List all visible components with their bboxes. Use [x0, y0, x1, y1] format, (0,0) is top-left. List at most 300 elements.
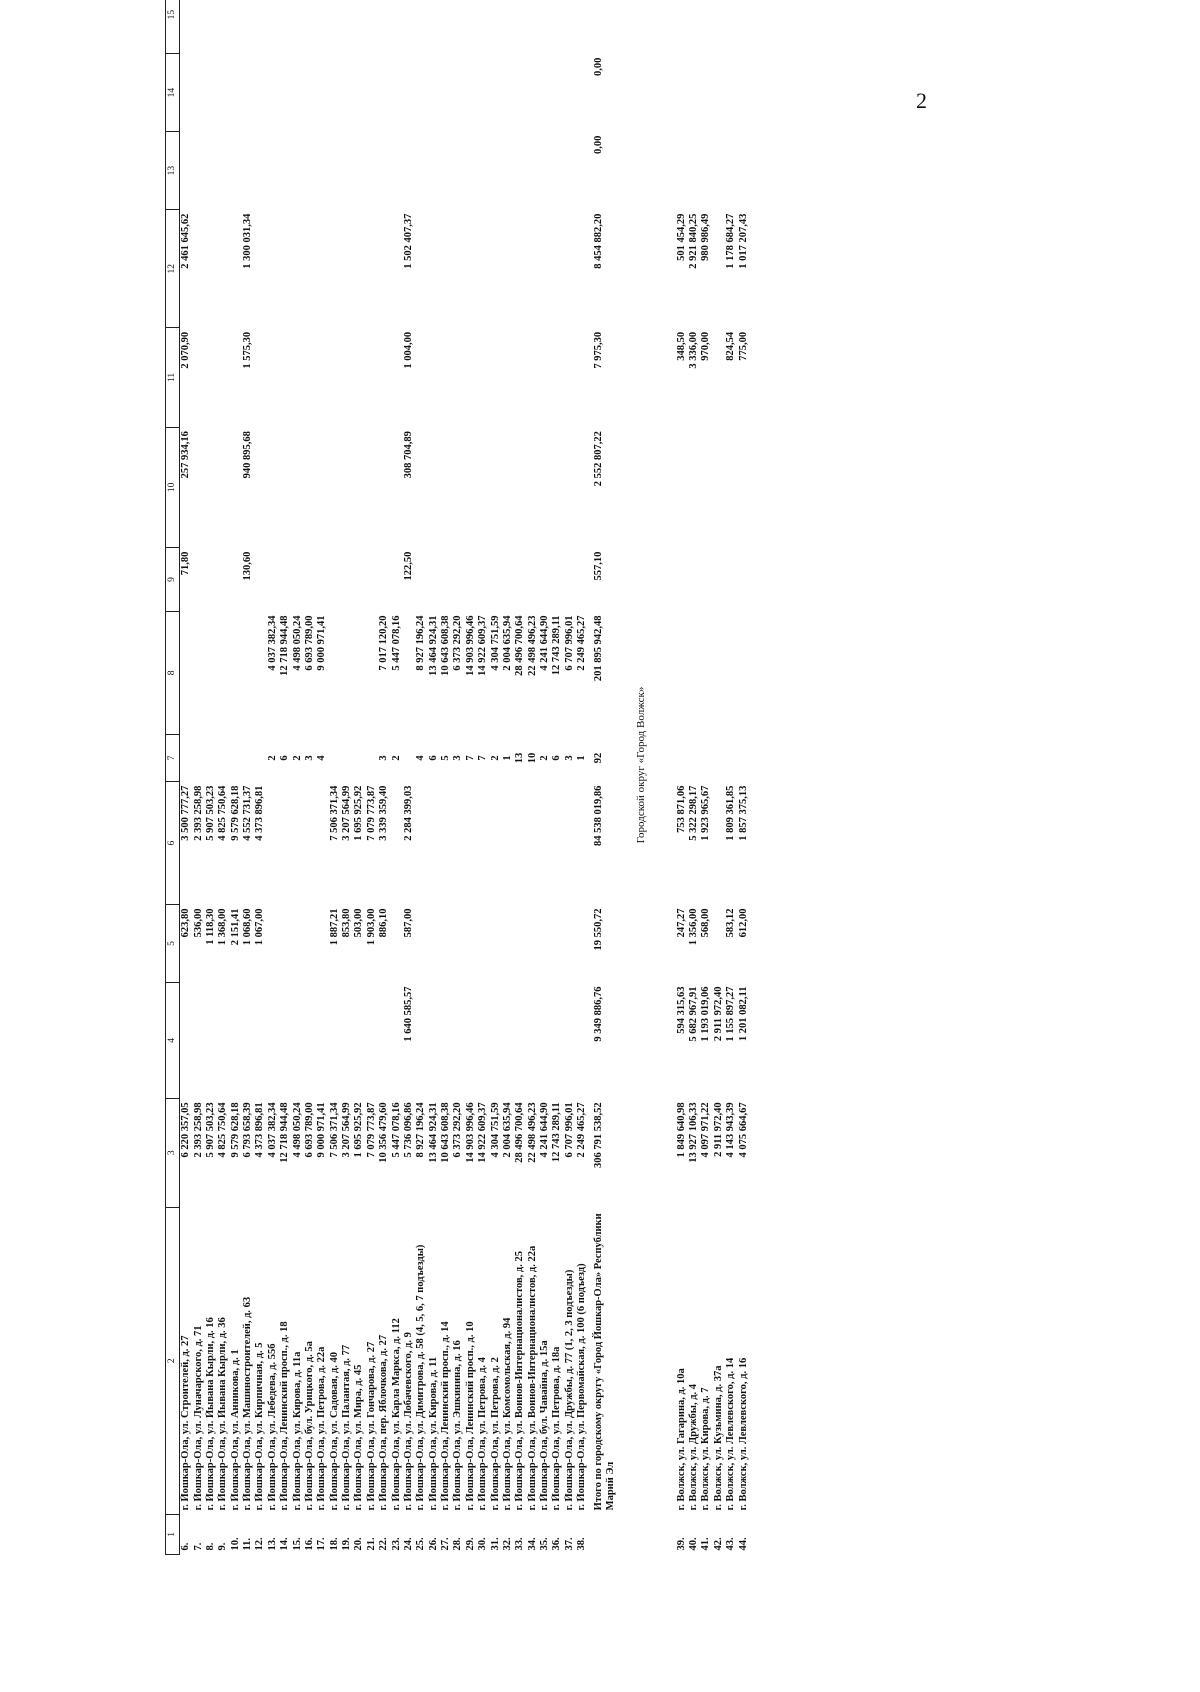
row-number: 29. — [464, 1537, 476, 1551]
value-cell — [316, 782, 328, 905]
value-cell — [539, 548, 551, 612]
value-cell: 0,00 — [592, 135, 604, 154]
address-cell: г. Йошкар-Ола, ул. Гончарова, д. 27 — [365, 1341, 377, 1511]
row-number: 44. — [737, 1537, 749, 1551]
value-cell: 14 922 609,37 — [477, 1102, 489, 1163]
table-row — [490, 0, 502, 1555]
value-cell — [353, 132, 365, 210]
value-cell — [477, 328, 489, 427]
value-cell: 568,00 — [700, 908, 712, 938]
value-cell: 308 704,89 — [402, 431, 414, 479]
value-cell: 2 — [539, 755, 551, 761]
value-cell — [304, 54, 316, 132]
address-cell: г. Йошкар-Ола, бул. Чавайна, д. 15а — [539, 1340, 551, 1511]
value-cell — [477, 983, 489, 1099]
row-number: 15. — [291, 1537, 303, 1551]
column-header: 15 — [166, 0, 180, 54]
value-cell — [465, 54, 477, 132]
value-cell — [329, 611, 341, 734]
value-cell: 10 — [526, 752, 538, 764]
value-cell — [527, 0, 539, 54]
value-cell — [391, 983, 403, 1099]
address-cell: г. Йошкар-Ола, ул. Воинов-Интернационалистов, д. 22а — [526, 1245, 538, 1511]
column-header: 8 — [166, 611, 180, 734]
value-cell: 9 000 971,41 — [316, 615, 328, 671]
value-cell — [279, 0, 291, 54]
value-cell — [316, 54, 328, 132]
value-cell — [267, 0, 279, 54]
value-cell — [713, 548, 725, 612]
value-cell — [676, 611, 688, 734]
value-cell — [292, 782, 304, 905]
column-header: 5 — [166, 905, 180, 983]
value-cell — [738, 427, 750, 548]
value-cell — [502, 427, 514, 548]
value-cell — [353, 734, 365, 781]
value-cell — [329, 983, 341, 1099]
value-cell — [267, 548, 279, 612]
table-body — [180, 0, 750, 1555]
address-cell: г. Волжск, ул. Кирова, д. 7 — [700, 1387, 712, 1511]
address-cell: г. Йошкар-Ола, ул. Машиностроителей, д. 63 — [242, 1296, 254, 1511]
value-cell — [514, 210, 526, 328]
row-number: 6. — [180, 1542, 192, 1551]
value-cell — [329, 427, 341, 548]
table-row — [353, 0, 365, 1555]
value-cell — [502, 54, 514, 132]
value-cell: 775,00 — [737, 331, 749, 361]
value-cell — [217, 548, 229, 612]
value-cell — [217, 54, 229, 132]
value-cell — [230, 427, 242, 548]
value-cell — [465, 0, 477, 54]
value-cell — [502, 983, 514, 1099]
total-row — [589, 0, 629, 1555]
value-cell: 10 356 479,60 — [378, 1102, 390, 1163]
value-cell: 5 447 078,16 — [390, 1102, 402, 1158]
table-row — [180, 0, 193, 1555]
value-cell — [242, 0, 254, 54]
value-cell: 5 682 967,91 — [688, 986, 700, 1042]
value-cell: 4 498 050,24 — [291, 1102, 303, 1158]
value-cell — [316, 0, 328, 54]
value-cell — [230, 328, 242, 427]
value-cell — [230, 54, 242, 132]
value-cell: 247,27 — [675, 908, 687, 938]
address-cell: г. Йошкар-Ола, ул. Мира, д. 45 — [353, 1364, 365, 1511]
value-cell — [527, 427, 539, 548]
value-cell — [428, 210, 440, 328]
address-cell: г. Волжск, ул. Дружбы, д. 4 — [688, 1383, 700, 1511]
value-cell: 1 575,30 — [242, 331, 254, 369]
value-cell — [502, 132, 514, 210]
value-cell — [713, 905, 725, 983]
value-cell: 4 075 664,67 — [737, 1102, 749, 1158]
value-cell — [676, 0, 688, 54]
address-cell: г. Волжск, ул. Гагарина, д. 10а — [675, 1368, 687, 1511]
value-cell — [415, 328, 427, 427]
value-cell: 306 791 538,52 — [592, 1102, 604, 1168]
value-cell — [267, 905, 279, 983]
table-row — [688, 0, 700, 1555]
value-cell: 753 871,06 — [675, 785, 687, 833]
value-cell — [688, 611, 700, 734]
value-cell — [713, 611, 725, 734]
column-header: 14 — [166, 54, 180, 132]
value-cell — [292, 210, 304, 328]
value-cell — [254, 328, 266, 427]
value-cell: 1 118,30 — [204, 908, 216, 945]
value-cell — [713, 54, 725, 132]
value-cell: 6 693 789,00 — [303, 1102, 315, 1158]
value-cell — [539, 54, 551, 132]
value-cell: 853,80 — [341, 908, 353, 938]
value-cell: 2 — [291, 755, 303, 761]
value-cell: 536,00 — [192, 908, 204, 938]
value-cell — [378, 0, 390, 54]
value-cell: 5 322 298,17 — [688, 785, 700, 841]
value-cell: 886,10 — [378, 908, 390, 938]
value-cell — [304, 427, 316, 548]
value-cell — [551, 983, 563, 1099]
table-row — [205, 0, 217, 1555]
value-cell — [688, 548, 700, 612]
value-cell — [341, 548, 353, 612]
value-cell: 2 004 635,94 — [501, 615, 513, 671]
value-cell — [292, 54, 304, 132]
table-row — [527, 0, 539, 1555]
value-cell: 2 911 972,40 — [712, 1102, 724, 1157]
value-cell — [477, 54, 489, 132]
table-row — [316, 0, 328, 1555]
address-cell: г. Йошкар-Ола, ул. Петрова, д. 22а — [316, 1346, 328, 1511]
value-cell — [230, 983, 242, 1099]
value-cell — [477, 0, 489, 54]
value-cell — [688, 734, 700, 781]
value-cell: 594 315,63 — [675, 986, 687, 1034]
value-cell — [564, 132, 576, 210]
value-cell — [452, 54, 464, 132]
value-cell: 9 579 628,18 — [229, 1102, 241, 1158]
value-cell: 7 506 371,34 — [328, 785, 340, 841]
address-cell: г. Йошкар-Ола, ул. Петрова, д. 18а — [551, 1346, 563, 1511]
address-cell: г. Волжск, ул. Левлевского, д. 16 — [737, 1357, 749, 1511]
value-cell — [700, 132, 712, 210]
value-cell — [539, 0, 551, 54]
value-cell — [193, 548, 205, 612]
value-cell: 9 000 971,41 — [316, 1102, 328, 1158]
value-cell — [465, 782, 477, 905]
value-cell — [477, 905, 489, 983]
value-cell — [254, 0, 266, 54]
value-cell — [465, 983, 477, 1099]
value-cell — [564, 427, 576, 548]
value-cell — [403, 734, 415, 781]
value-cell — [490, 427, 502, 548]
value-cell — [366, 210, 378, 328]
value-cell — [564, 548, 576, 612]
value-cell: 3 — [303, 755, 315, 761]
address-cell: г. Йошкар-Ола, ул. Эшкинина, д. 16 — [452, 1340, 464, 1511]
value-cell — [391, 782, 403, 905]
value-cell — [353, 210, 365, 328]
value-cell — [551, 132, 563, 210]
program-table — [165, 0, 750, 1555]
value-cell — [316, 983, 328, 1099]
row-number: 26. — [427, 1537, 439, 1551]
value-cell: 8 454 882,20 — [592, 213, 604, 269]
value-cell: 587,00 — [402, 908, 414, 938]
value-cell: 3 207 564,99 — [341, 785, 353, 841]
value-cell: 4 241 644,90 — [539, 1102, 551, 1158]
value-cell: 7 017 120,20 — [378, 615, 390, 671]
value-cell: 7 975,30 — [592, 331, 604, 369]
value-cell: 7 — [477, 755, 489, 761]
value-cell — [292, 905, 304, 983]
value-cell — [415, 132, 427, 210]
value-cell — [205, 427, 217, 548]
value-cell: 14 922 609,37 — [477, 615, 489, 676]
value-cell — [242, 132, 254, 210]
value-cell — [391, 427, 403, 548]
value-cell: 3 339 359,40 — [378, 785, 390, 841]
value-cell — [353, 0, 365, 54]
value-cell — [316, 427, 328, 548]
value-cell: 1 849 640,98 — [675, 1102, 687, 1158]
value-cell — [415, 983, 427, 1099]
row-number: 20. — [353, 1537, 365, 1551]
value-cell — [428, 0, 440, 54]
value-cell: 2 — [390, 755, 402, 761]
value-cell: 2 911 972,40 — [712, 986, 724, 1042]
value-cell: 4 037 382,34 — [266, 615, 278, 671]
value-cell — [564, 54, 576, 132]
page-number: 2 — [916, 88, 927, 113]
value-cell — [217, 734, 229, 781]
value-cell: 2 — [489, 755, 501, 761]
value-cell — [452, 328, 464, 427]
value-cell — [180, 0, 193, 54]
value-cell — [539, 132, 551, 210]
row-number: 33. — [514, 1537, 526, 1551]
address-cell: г. Йошкар-Ола, ул. Кирова, д. 11 — [427, 1356, 439, 1511]
table-row — [564, 0, 576, 1555]
table-row — [465, 0, 477, 1555]
value-cell — [279, 132, 291, 210]
address-cell: г. Йошкар-Ола, ул. Лебедева, д. 55б — [266, 1343, 278, 1511]
value-cell: 4 825 750,64 — [217, 785, 229, 841]
table-row — [304, 0, 316, 1555]
table-header — [166, 0, 180, 1555]
value-cell — [353, 328, 365, 427]
row-number: 35. — [539, 1537, 551, 1551]
table-row — [329, 0, 341, 1555]
row-number: 8. — [204, 1542, 216, 1551]
value-cell — [279, 54, 291, 132]
address-cell: г. Йошкар-Ола, ул. Петрова, д. 2 — [489, 1357, 501, 1511]
value-cell — [254, 983, 266, 1099]
value-cell: 6 707 996,01 — [563, 615, 575, 671]
row-number: 28. — [452, 1537, 464, 1551]
value-cell — [180, 734, 193, 781]
value-cell: 6 — [427, 755, 439, 761]
value-cell — [551, 427, 563, 548]
value-cell: 6 — [551, 755, 563, 761]
row-number: 27. — [440, 1537, 452, 1551]
rotated-table-container — [165, 0, 1165, 1555]
value-cell: 4 373 896,81 — [254, 785, 266, 841]
value-cell — [353, 611, 365, 734]
value-cell — [391, 54, 403, 132]
value-cell — [551, 54, 563, 132]
table-row — [415, 0, 427, 1555]
value-cell — [688, 0, 700, 54]
value-cell — [490, 548, 502, 612]
value-cell — [254, 210, 266, 328]
value-cell — [700, 54, 712, 132]
value-cell: 1 067,00 — [254, 908, 266, 946]
value-cell — [576, 983, 588, 1099]
value-cell — [403, 132, 415, 210]
table-row — [267, 0, 279, 1555]
value-cell — [539, 983, 551, 1099]
value-cell — [527, 905, 539, 983]
value-cell — [242, 611, 254, 734]
value-cell — [378, 548, 390, 612]
value-cell — [403, 0, 415, 54]
value-cell: 8 927 196,24 — [415, 1102, 427, 1158]
value-cell — [589, 0, 629, 54]
value-cell: 10 643 608,38 — [440, 1102, 452, 1163]
value-cell: 1 368,00 — [217, 908, 229, 946]
value-cell: 22 498 496,23 — [526, 615, 538, 676]
value-cell — [230, 210, 242, 328]
value-cell: 22 498 496,23 — [526, 1102, 538, 1163]
value-cell: 1 004,00 — [402, 331, 414, 369]
value-cell: 824,54 — [725, 331, 737, 361]
table-row — [738, 0, 750, 1555]
value-cell: 557,10 — [592, 551, 604, 581]
value-cell: 583,12 — [725, 908, 737, 938]
value-cell — [316, 548, 328, 612]
value-cell — [254, 548, 266, 612]
value-cell — [452, 427, 464, 548]
value-cell — [366, 611, 378, 734]
value-cell — [428, 905, 440, 983]
value-cell: 28 496 700,64 — [514, 1102, 526, 1163]
value-cell — [440, 548, 452, 612]
row-number: 43. — [725, 1537, 737, 1551]
row-number: 32. — [501, 1537, 513, 1551]
value-cell — [304, 983, 316, 1099]
value-cell — [440, 132, 452, 210]
value-cell — [688, 427, 700, 548]
value-cell — [502, 210, 514, 328]
value-cell — [713, 0, 725, 54]
value-cell — [254, 611, 266, 734]
value-cell: 4 037 382,34 — [266, 1102, 278, 1158]
value-cell: 6 220 357,05 — [180, 1102, 192, 1158]
value-cell — [254, 427, 266, 548]
value-cell — [490, 0, 502, 54]
value-cell — [193, 0, 205, 54]
value-cell — [738, 0, 750, 54]
value-cell — [366, 983, 378, 1099]
value-cell — [527, 132, 539, 210]
value-cell: 84 538 019,86 — [592, 785, 604, 846]
value-cell — [676, 548, 688, 612]
value-cell: 2 249 465,27 — [576, 1102, 588, 1158]
value-cell: 4 825 750,64 — [217, 1102, 229, 1158]
value-cell — [329, 0, 341, 54]
value-cell — [576, 905, 588, 983]
value-cell — [391, 328, 403, 427]
value-cell — [329, 210, 341, 328]
value-cell: 1 193 019,06 — [700, 986, 712, 1042]
value-cell — [378, 132, 390, 210]
row-number: 30. — [477, 1537, 489, 1551]
value-cell: 122,50 — [402, 551, 414, 581]
row-number: 25. — [415, 1537, 427, 1551]
value-cell — [279, 782, 291, 905]
row-number: 38. — [576, 1537, 588, 1551]
value-cell — [428, 782, 440, 905]
column-header: 12 — [166, 210, 180, 328]
value-cell — [316, 132, 328, 210]
value-cell — [576, 328, 588, 427]
value-cell: 13 927 106,33 — [688, 1102, 700, 1163]
value-cell — [378, 427, 390, 548]
value-cell — [527, 983, 539, 1099]
value-cell — [527, 210, 539, 328]
value-cell — [180, 54, 193, 132]
value-cell — [242, 734, 254, 781]
value-cell — [738, 734, 750, 781]
value-cell — [514, 328, 526, 427]
value-cell — [676, 427, 688, 548]
value-cell — [539, 427, 551, 548]
value-cell: 1 502 407,37 — [402, 213, 414, 269]
value-cell: 28 496 700,64 — [514, 615, 526, 676]
row-number: 18. — [328, 1537, 340, 1551]
value-cell — [490, 132, 502, 210]
value-cell — [465, 427, 477, 548]
value-cell: 5 736 096,86 — [402, 1102, 414, 1158]
value-cell — [452, 0, 464, 54]
value-cell — [292, 132, 304, 210]
table-row — [452, 0, 464, 1555]
value-cell — [403, 54, 415, 132]
value-cell — [391, 905, 403, 983]
column-header: 6 — [166, 782, 180, 905]
value-cell — [576, 548, 588, 612]
value-cell: 4 — [316, 755, 328, 761]
row-number: 16. — [303, 1537, 315, 1551]
table-row — [366, 0, 378, 1555]
value-cell — [514, 54, 526, 132]
row-number — [589, 1514, 629, 1554]
value-cell — [725, 734, 737, 781]
value-cell — [428, 548, 440, 612]
value-cell — [353, 427, 365, 548]
table-row — [477, 0, 489, 1555]
value-cell — [292, 548, 304, 612]
value-cell — [292, 983, 304, 1099]
value-cell — [490, 210, 502, 328]
value-cell — [440, 983, 452, 1099]
value-cell: 4 — [415, 755, 427, 761]
value-cell — [676, 54, 688, 132]
